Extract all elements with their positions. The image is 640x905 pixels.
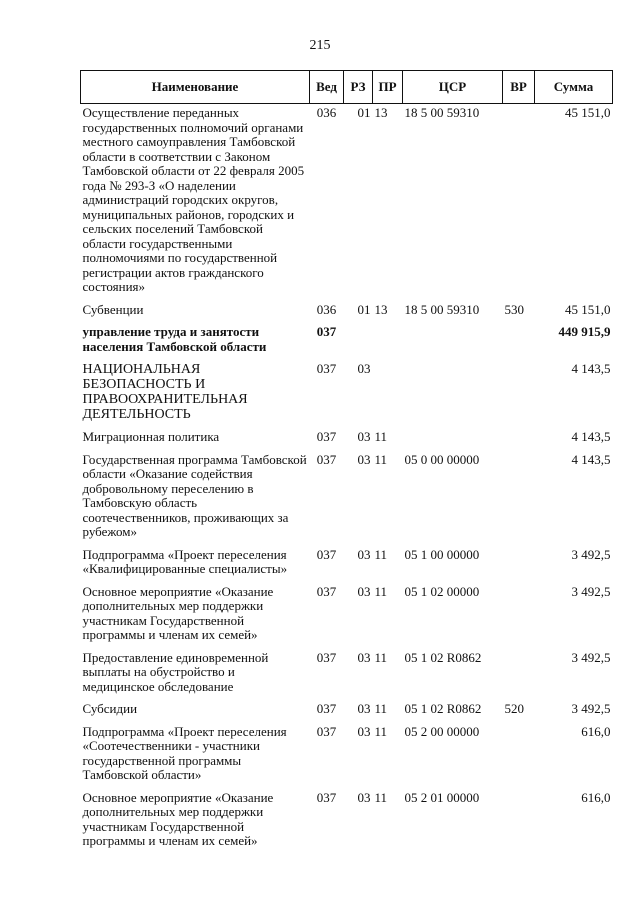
cell-sum: 616,0 [581,789,611,805]
header-rz: РЗ [344,71,373,104]
cell-sum: 45 151,0 [565,301,611,317]
cell-vr [503,546,535,583]
cell-name: Государственная программа Тамбовской области «Оказание содействия добровольному переселению в Тамбовскую область соотечественников, проживающих за рубежом» [82,451,307,539]
cell-vr [503,104,535,301]
table-row [81,323,613,360]
cell-sum: 4 143,5 [571,451,611,467]
cell-pr [373,323,403,360]
cell-vr [503,789,535,855]
cell-ved: 037 [316,429,337,444]
cell-rz: 03 [357,429,371,444]
cell-name: Основное мероприятие «Оказание дополнительных мер поддержки участникам Государственной программы и членам их семей» [82,583,274,642]
cell-name: Субвенции [82,301,144,317]
cell-csr: 18 5 00 59310 [404,301,480,317]
cell-pr: 11 [374,701,388,716]
cell-vr [503,583,535,649]
cell-rz: 03 [357,361,371,376]
table-row [81,360,613,428]
cell-csr: 05 1 02 00000 [404,583,480,599]
cell-name: Подпрограмма «Проект переселения «Соотечественники - участники государственной программы Тамбовской области» [82,723,287,782]
cell-name: НАЦИОНАЛЬНАЯ БЕЗОПАСНОСТЬ И ПРАВООХРАНИТЕЛЬНАЯ ДЕЯТЕЛЬНОСТЬ [82,362,248,422]
page-number: 215 [309,38,331,53]
table-row [81,451,613,546]
header-vr: ВР [503,71,535,104]
table-row [81,583,613,649]
header-pr: ПР [373,71,403,104]
cell-name: Субсидии [82,701,138,716]
cell-csr: 05 1 02 R0862 [404,649,482,665]
cell-vr [503,323,535,360]
cell-ved: 037 [316,361,337,376]
table-row [81,700,613,723]
cell-sum: 3 492,5 [571,546,611,562]
cell-pr: 11 [374,583,388,599]
table-row [81,301,613,324]
cell-vr: 520 [504,701,524,716]
cell-rz: 03 [357,649,371,665]
cell-rz: 01 [357,105,371,120]
cell-pr: 11 [374,451,388,467]
cell-pr: 11 [374,546,388,562]
cell-ved: 037 [316,701,337,716]
cell-rz [344,323,373,360]
cell-rz: 03 [357,789,371,805]
cell-rz: 01 [357,301,371,317]
cell-pr: 11 [374,789,388,805]
cell-vr [503,723,535,789]
cell-sum: 3 492,5 [571,649,611,665]
table-row [81,428,613,451]
cell-pr: 11 [374,649,388,665]
cell-sum: 449 915,9 [558,324,611,339]
cell-pr: 13 [374,105,388,120]
cell-name: Основное мероприятие «Оказание дополнительных мер поддержки участникам Государственной программы и членам их семей» [82,789,274,848]
cell-rz: 03 [357,583,371,599]
budget-table [80,70,613,855]
cell-csr: 05 1 00 00000 [404,546,480,562]
cell-name: Подпрограмма «Проект переселения «Квалифицированные специалисты» [82,546,288,576]
cell-sum: 4 143,5 [571,361,611,376]
cell-vr [503,428,535,451]
cell-ved: 037 [316,451,337,467]
cell-sum: 3 492,5 [571,583,611,599]
cell-ved: 037 [316,723,337,739]
cell-rz: 03 [357,451,371,467]
cell-csr [403,323,503,360]
header-sum: Сумма [535,71,613,104]
cell-csr: 05 2 01 00000 [404,789,480,805]
cell-rz: 03 [357,723,371,739]
cell-csr [403,360,503,428]
cell-rz: 03 [357,701,371,716]
cell-pr: 11 [374,723,388,739]
cell-pr [373,360,403,428]
cell-sum: 4 143,5 [571,429,611,444]
table-row [81,723,613,789]
table-row [81,649,613,701]
cell-name: Осуществление переданных государственных полномочий органами местного самоуправления Тамбовской области в соответствии с Законом Тамбовской области от 22 февраля 2005 года № 293-З «О наделении администраций городских округов, муниципальных районов, городских и сельских поселений Тамбовской области государственными полномочиями по государственной регистрации актов гражданского состояния» [82,105,305,294]
cell-ved: 037 [316,324,337,339]
cell-ved: 037 [316,789,337,805]
cell-ved: 036 [316,105,337,120]
table-row [81,104,613,301]
cell-rz: 03 [357,546,371,562]
cell-ved: 036 [316,301,337,317]
cell-csr: 05 0 00 00000 [404,451,480,467]
cell-csr: 05 1 02 R0862 [404,701,482,716]
cell-sum: 616,0 [581,723,611,739]
cell-pr: 13 [374,301,388,317]
header-ved: Вед [310,71,344,104]
header-csr: ЦСР [403,71,503,104]
cell-csr [403,428,503,451]
cell-vr [503,360,535,428]
cell-name: управление труда и занятости населения Тамбовской области [82,324,267,354]
table-row [81,789,613,855]
cell-sum: 45 151,0 [565,105,611,120]
cell-pr: 11 [374,429,388,444]
cell-sum: 3 492,5 [571,701,611,716]
table-row [81,546,613,583]
cell-ved: 037 [316,583,337,599]
cell-csr: 05 2 00 00000 [404,723,480,739]
cell-vr [503,649,535,701]
table-header-row [81,71,613,104]
cell-name: Миграционная политика [82,429,220,444]
cell-vr [503,451,535,546]
cell-ved: 037 [316,546,337,562]
cell-vr: 530 [504,301,524,317]
cell-ved: 037 [316,649,337,665]
cell-csr: 18 5 00 59310 [404,105,480,120]
header-name: Наименование [81,71,310,104]
cell-name: Предоставление единовременной выплаты на обустройство и медицинское обследование [82,649,269,694]
